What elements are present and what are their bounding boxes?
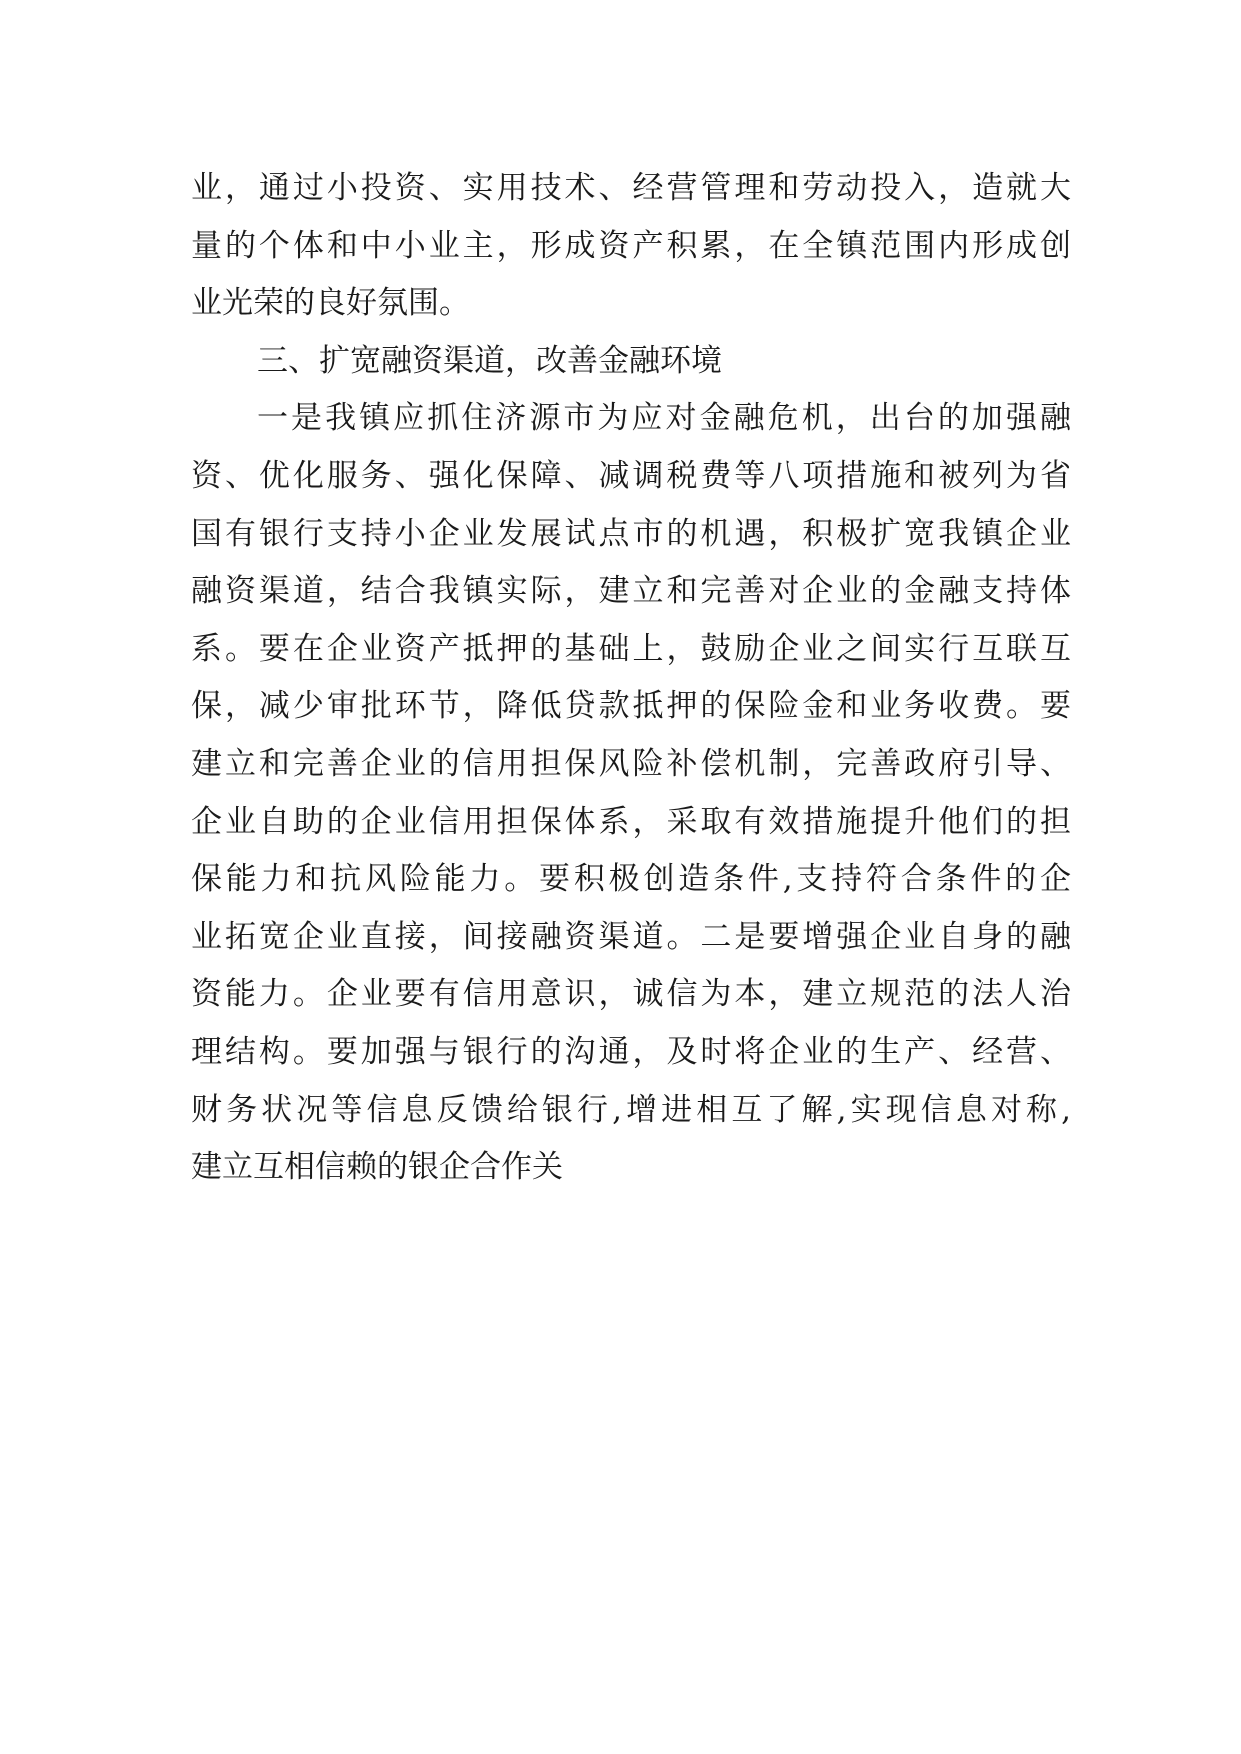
paragraph-line: 企业自助的企业信用担保体系，采取有效措施提升他们的担 [191,803,1071,840]
paragraph-line: 国有银行支持小企业发展试点市的机遇，积极扩宽我镇企业 [191,515,1071,552]
paragraph-line: 量的个体和中小业主，形成资产积累，在全镇范围内形成创 [191,227,1071,264]
section-heading: 三、扩宽融资渠道，改善金融环境 [257,342,722,379]
paragraph-line: 业拓宽企业直接，间接融资渠道。二是要增强企业自身的融 [191,918,1071,955]
paragraph-line: 建立互相信赖的银企合作关 [191,1149,563,1186]
paragraph-line: 资能力。企业要有信用意识，诚信为本，建立规范的法人治 [191,976,1071,1013]
paragraph-line: 业光荣的良好氛围。 [191,285,470,322]
paragraph-line: 一是我镇应抓住济源市为应对金融危机，出台的加强融 [257,400,1071,437]
paragraph-line: 财务状况等信息反馈给银行,增进相互了解,实现信息对称, [191,1091,1071,1128]
paragraph-line: 理结构。要加强与银行的沟通，及时将企业的生产、经营、 [191,1033,1071,1070]
paragraph-line: 保能力和抗风险能力。要积极创造条件,支持符合条件的企 [191,861,1071,898]
paragraph-line: 资、优化服务、强化保障、减调税费等八项措施和被列为省 [191,457,1071,494]
paragraph-line: 融资渠道，结合我镇实际，建立和完善对企业的金融支持体 [191,573,1071,610]
paragraph-line: 建立和完善企业的信用担保风险补偿机制，完善政府引导、 [191,745,1071,782]
document-body [191,160,1071,1197]
paragraph-line: 保，减少审批环节，降低贷款抵押的保险金和业务收费。要 [191,688,1071,725]
paragraph-line: 系。要在企业资产抵押的基础上，鼓励企业之间实行互联互 [191,630,1071,667]
paragraph-line: 业，通过小投资、实用技术、经营管理和劳动投入，造就大 [191,170,1071,206]
